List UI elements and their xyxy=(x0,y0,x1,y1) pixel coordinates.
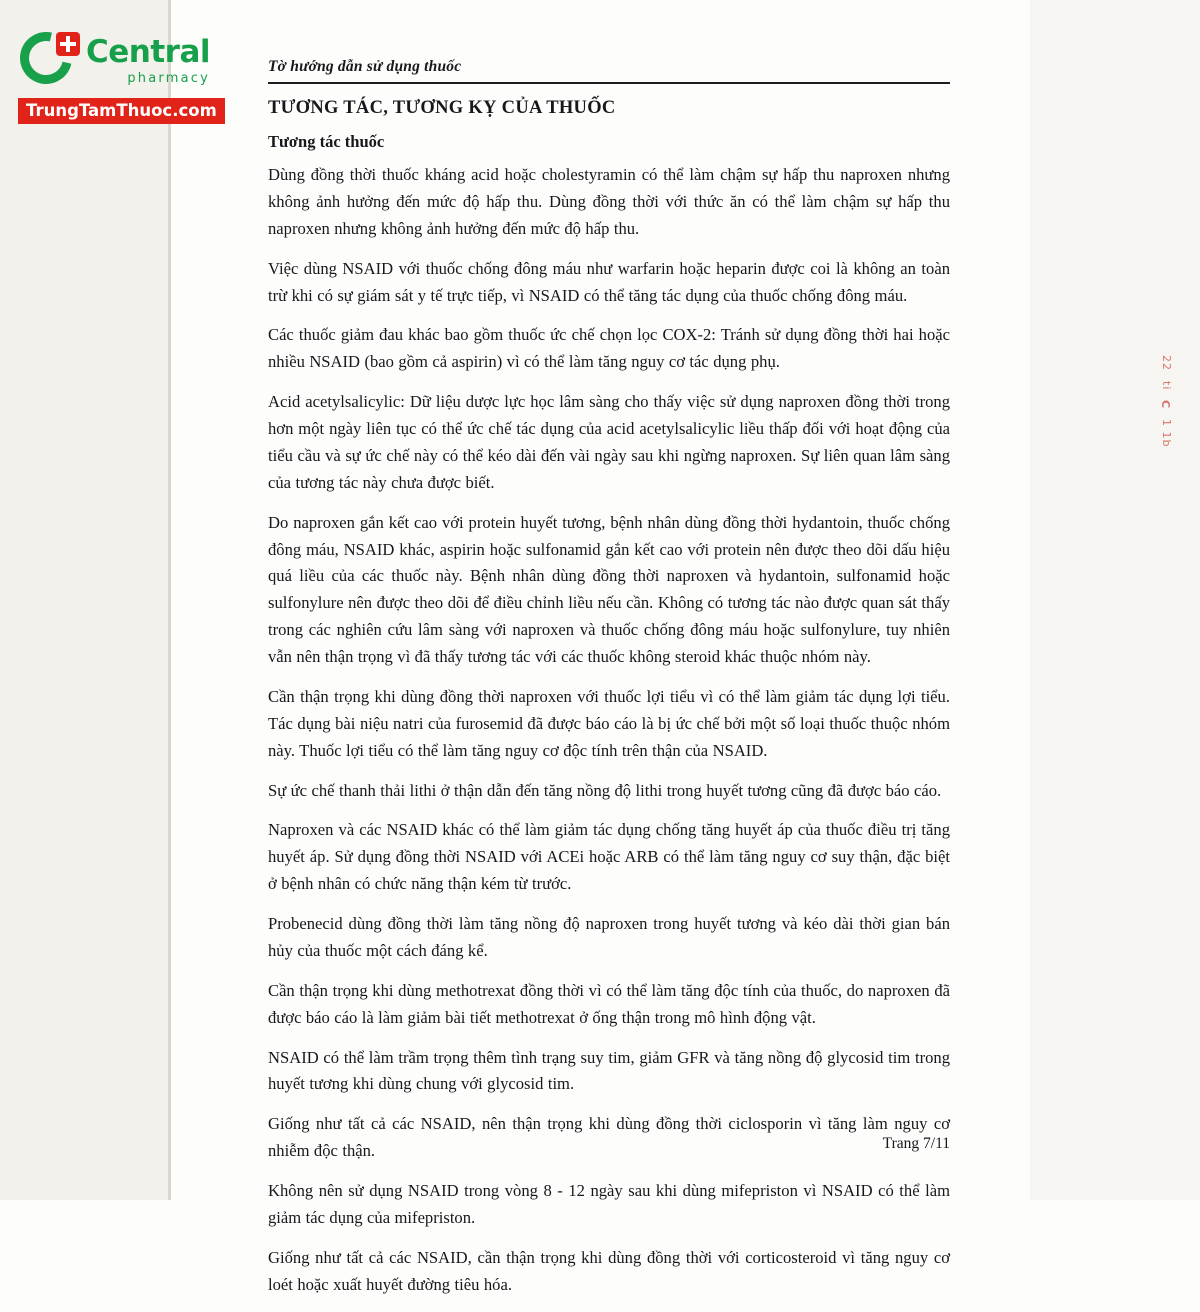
edge-note-mid: ti xyxy=(1160,381,1173,391)
watermark-url-band: TrungTamThuoc.com xyxy=(18,98,225,124)
paragraph: Giống như tất cả các NSAID, cần thận trọng khi dùng đồng thời với corticosteroid vì tăng nguy cơ loét hoặc xuất huyết đường tiêu hóa. xyxy=(268,1247,950,1294)
paragraph: Không nên sử dụng NSAID trong vòng 8 - 12 ngày sau khi dùng mifepriston vì NSAID có thể làm giảm tác dụng của mifepriston. xyxy=(268,1181,950,1227)
paragraph: Giống như tất cả các NSAID, nên thận trọng khi dùng đồng thời ciclosporin vì tăng làm nguy cơ nhiễm độc thận. xyxy=(268,1114,950,1161)
paragraph: Acid acetylsalicylic: Dữ liệu dược lực học lâm sàng cho thấy việc sử dụng naproxen đồng thời trong hơn một ngày liên tục có thể ức chế tác dụng của acid acetylsalicylic liều thấp đối với hoạt động của tiểu cầu và sự ức chế này có thể kéo dài đến vài ngày sau khi ngừng naproxen. Sự liên quan lâm sàng của tương tác này chưa được biết. xyxy=(268,392,950,492)
edge-note-top: 22 xyxy=(1160,355,1173,371)
brand-name: Central xyxy=(86,33,210,70)
paragraph: Probenecid dùng đồng thời làm tăng nồng độ naproxen trong huyết tương và kéo dài thời gian bán hủy của thuốc một cách đáng kể. xyxy=(268,914,950,960)
paragraph: Các thuốc giảm đau khác bao gồm thuốc ức chế chọn lọc COX-2: Tránh sử dụng đồng thời hai hoặc nhiều NSAID (bao gồm cả aspirin) vì có thể làm tăng nguy cơ tác dụng phụ. xyxy=(268,325,950,372)
binding-gutter-line xyxy=(168,0,171,1200)
page-number: Trang 7/11 xyxy=(882,1135,950,1152)
document-text-column xyxy=(268,58,950,1312)
paragraph: Cần thận trọng khi dùng methotrexat đồng thời vì có thể làm tăng độc tính của thuốc, do naproxen đã được báo cáo là làm giảm bài tiết methotrexat ở ống thận trong mô hình động vật. xyxy=(268,980,950,1027)
edge-note-big: C xyxy=(1159,400,1172,410)
watermark-logo xyxy=(18,30,243,124)
paragraph: Naproxen và các NSAID khác có thể làm giảm tác dụng chống tăng huyết áp của thuốc điều trị tăng huyết áp. Sử dụng đồng thời NSAID với ACEi hoặc ARB có thể làm tăng nguy cơ suy thận, đặc biệt ở bệnh nhân có chức năng thận kém từ trước. xyxy=(268,820,950,894)
paragraph: Sự ức chế thanh thải lithi ở thận dẫn đến tăng nồng độ lithi trong huyết tương cũng đã được báo cáo. xyxy=(268,780,942,800)
paragraph: NSAID có thể làm trầm trọng thêm tình trạng suy tim, giảm GFR và tăng nồng độ glycosid tim trong huyết tương khi dùng chung với glycosid tim. xyxy=(268,1047,950,1094)
brand-subtitle: pharmacy xyxy=(127,70,210,86)
paragraph: Việc dùng NSAID với thuốc chống đông máu như warfarin hoặc heparin được coi là không an toàn trừ khi có sự giám sát y tế trực tiếp, vì NSAID có thể tăng tác dụng của thuốc chống đông máu. xyxy=(268,258,950,305)
subsection-title: Tương tác thuốc xyxy=(268,132,385,151)
paragraph: Dùng đồng thời thuốc kháng acid hoặc cholestyramin có thể làm chậm sự hấp thu naproxen nhưng không ảnh hưởng đến mức độ hấp thu. Dùng đồng thời với thức ăn có thể làm chậm sự hấp thu naproxen nhưng không ảnh hưởng đến mức độ hấp thu. xyxy=(268,165,950,238)
edge-note-bottom: 1 1b xyxy=(1160,419,1173,448)
circle-c-with-cross-icon xyxy=(18,30,80,92)
running-head: Tờ hướng dẫn sử dụng thuốc xyxy=(268,58,462,75)
paragraph: Cần thận trọng khi dùng đồng thời naproxen với thuốc lợi tiểu vì có thể làm giảm tác dụng lợi tiểu. Tác dụng bài niệu natri của furosemid đã được báo cáo là bị ức chế bởi một số loại thuốc thuộc nhóm này. Thuốc lợi tiểu có thể làm tăng nguy cơ độc tính trên thận của NSAID. xyxy=(268,686,950,760)
edge-annotations xyxy=(1160,355,1186,458)
header-rule xyxy=(268,82,950,84)
section-title: TƯƠNG TÁC, TƯƠNG KỴ CỦA THUỐC xyxy=(268,98,616,118)
paragraph: Do naproxen gắn kết cao với protein huyết tương, bệnh nhân dùng đồng thời hydantoin, thuốc chống đông máu, NSAID khác, aspirin hoặc sulfonamid gắn kết cao với protein nên được theo dõi dấu hiệu quá liều của các thuốc này. Bệnh nhân dùng đồng thời naproxen và hydantoin, sulfonamid hoặc sulfonylure nên được theo dõi để điều chỉnh liều nếu cần. Không có tương tác nào được quan sát thấy trong các nghiên cứu lâm sàng với naproxen và thuốc chống đông máu hoặc sulfonylure, tuy nhiên vẫn nên thận trọng vì đã thấy tương tác với các thuốc không steroid khác thuộc nhóm này. xyxy=(268,512,950,666)
